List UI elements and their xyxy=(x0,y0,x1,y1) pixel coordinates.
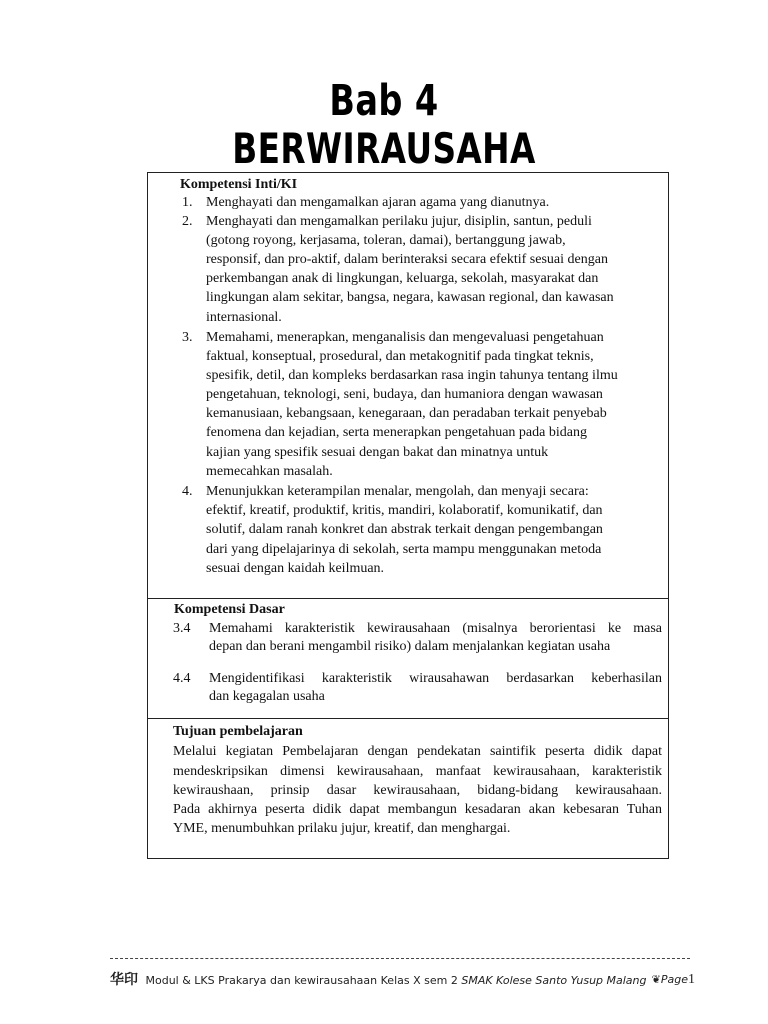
ki-item-line: fenomena dan kejadian, serta menerapkan pengetahuan pada bidang xyxy=(206,425,587,440)
ki-item-line: spesifik, detil, dan kompleks berdasarkan rasa ingin tahunya tentang ilmu xyxy=(206,368,618,383)
ki-item-line: sesuai dengan kaidah keilmuan. xyxy=(206,561,385,576)
page-number: 1 xyxy=(688,972,695,987)
ki-item-line: Memahami, menerapkan, menganalisis dan mengevaluasi pengetahuan xyxy=(206,330,604,345)
kompetensi-inti-box xyxy=(147,172,669,599)
ki-item-line: pengetahuan, teknologi, seni, budaya, dan humaniora dengan wawasan xyxy=(206,387,603,402)
ki-item-line: kemanusiaan, kebangsaan, kenegaraan, dan peradaban terkait penyebab xyxy=(206,406,607,421)
ki-item-line: dari yang dipelajarinya di sekolah, serta mampu menggunakan metoda xyxy=(206,542,602,557)
ki-item-line: Menghayati dan mengamalkan ajaran agama yang dianutnya. xyxy=(206,195,550,210)
ki-item-line: Menghayati dan mengamalkan perilaku jujur, disiplin, santun, peduli xyxy=(206,214,592,229)
tujuan-line: mendeskripsikan dimensi kewirausahaan, manfaat kewirausahaan, karakteristik xyxy=(173,764,662,779)
tujuan-pembelajaran-box xyxy=(147,718,669,859)
tujuan-line: Pada akhirnya peserta didik dapat membangun kesadaran akan kebesaran Tuhan xyxy=(173,802,662,817)
footer-logo: 华印 xyxy=(110,972,138,988)
ki-item-line: solutif, dalam ranah konkret dan abstrak terkait dengan pengembangan xyxy=(206,522,603,537)
tujuan-line: Melalui kegiatan Pembelajaran dengan pendekatan saintifik peserta didik dapat xyxy=(173,744,662,759)
ki-item-line: kajian yang spesifik sesuai dengan bakat dan minatnya untuk xyxy=(206,445,549,460)
footer-module-text: Modul & LKS Prakarya dan kewirausahaan Kelas X sem 2 xyxy=(145,974,458,987)
ki-item-number: 4. xyxy=(182,484,193,499)
tujuan-pembelajaran-heading: Tujuan pembelajaran xyxy=(173,724,303,739)
ki-item-number: 1. xyxy=(182,195,193,210)
ki-item-line: Menunjukkan keterampilan menalar, mengolah, dan menyaji secara: xyxy=(206,484,589,499)
kompetensi-inti-heading: Kompetensi Inti/KI xyxy=(180,177,298,192)
tujuan-line: YME, menumbuhkan prilaku jujur, kreatif, dan menghargai. xyxy=(173,821,511,836)
kd-item-line: Memahami karakteristik kewirausahaan (misalnya berorientasi ke masa xyxy=(209,621,662,636)
ki-item-line: memecahkan masalah. xyxy=(206,464,333,479)
ki-item-number: 2. xyxy=(182,214,193,229)
kompetensi-dasar-heading: Kompetensi Dasar xyxy=(174,602,285,617)
kd-item-line: depan dan berani mengambil risiko) dalam menjalankan kegiatan usaha xyxy=(209,639,611,654)
kompetensi-dasar-box xyxy=(147,598,669,719)
fleuron-icon: ❦ xyxy=(651,973,661,986)
ki-item-line: lingkungan alam sekitar, bangsa, negara, kawasan regional, dan kawasan xyxy=(206,290,614,305)
page-indicator xyxy=(652,970,695,990)
ki-item-line: responsif, dan pro-aktif, dalam berinteraksi secara efektif sesuai dengan xyxy=(206,252,608,267)
kd-item-line: dan kegagalan usaha xyxy=(209,689,325,704)
kd-item-number: 4.4 xyxy=(173,671,191,686)
page-footer xyxy=(110,970,695,990)
tujuan-line: kewiraushaan, prinsip dasar kewirausahaan, bidang-bidang kewirausahaan. xyxy=(173,783,662,798)
ki-item-line: (gotong royong, kerjasama, toleran, damai), bertanggung jawab, xyxy=(206,233,566,248)
kd-item-line: Mengidentifikasi karakteristik wirausahawan berdasarkan keberhasilan xyxy=(209,671,662,686)
chapter-number: Bab 4 xyxy=(329,76,439,126)
ki-item-line: internasional. xyxy=(206,310,282,325)
page-label: Page xyxy=(660,973,688,986)
ki-item-number: 3. xyxy=(182,330,193,345)
ki-item-line: faktual, konseptual, prosedural, dan metakognitif pada tingkat teknis, xyxy=(206,349,594,364)
footer-school-name: SMAK Kolese Santo Yusup Malang xyxy=(461,974,647,987)
ki-item-line: perkembangan anak di lingkungan, keluarga, sekolah, masyarakat dan xyxy=(206,271,599,286)
ki-item-line: efektif, kreatif, produktif, kritis, mandiri, kolaboratif, komunikatif, dan xyxy=(206,503,603,518)
kd-item-number: 3.4 xyxy=(173,621,191,636)
footer-divider xyxy=(110,958,690,959)
chapter-title: BERWIRAUSAHA xyxy=(232,124,536,173)
